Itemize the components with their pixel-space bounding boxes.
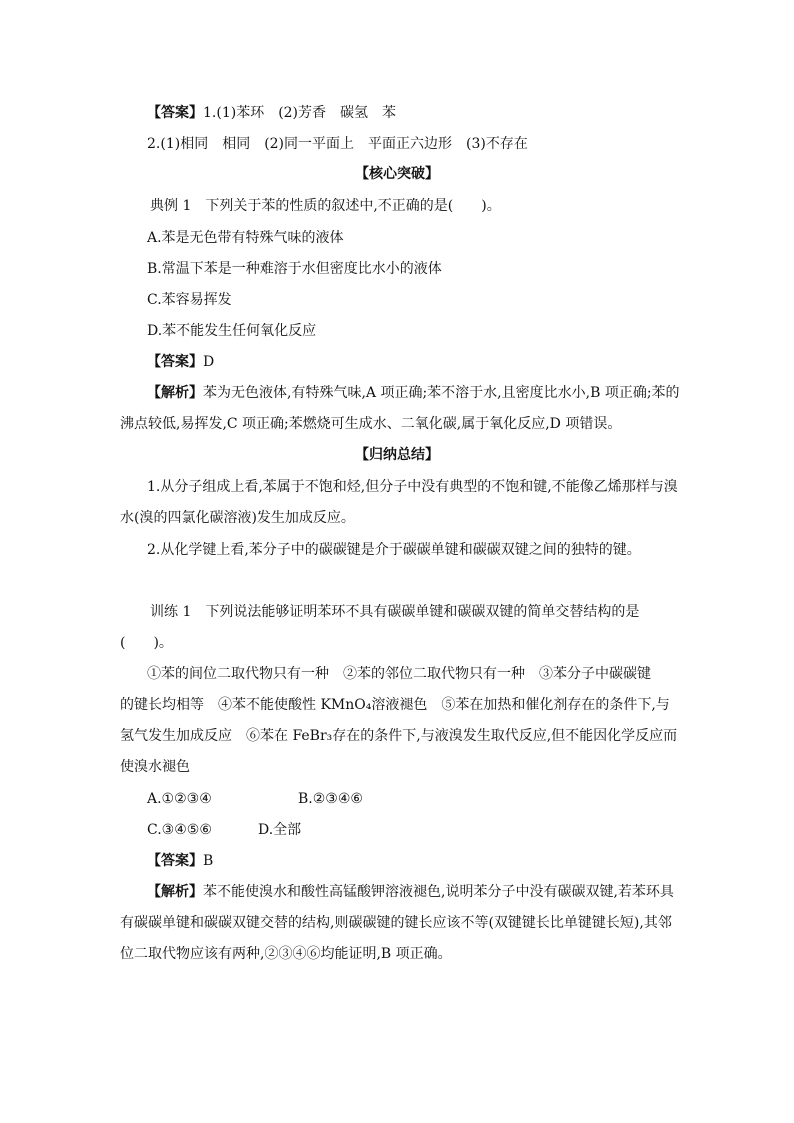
training-option-d: D.全部 bbox=[258, 822, 302, 838]
summary-p1-line-2: 水(溴的四氯化碳溶液)发生加成反应。 bbox=[120, 510, 355, 526]
training-option-c: C.③④⑤⑥ bbox=[147, 822, 212, 838]
training-option-a: A.①②③④ bbox=[147, 791, 212, 807]
example-analysis-label: 【解析】 bbox=[147, 385, 203, 401]
training-analysis-line-1 bbox=[147, 882, 674, 902]
example-option-c: C.苯容易挥发 bbox=[147, 292, 232, 308]
example-option-d: D.苯不能发生任何氧化反应 bbox=[147, 323, 317, 339]
example-analysis-line-2: 沸点较低,易挥发,C 项正确;苯燃烧可生成水、二氧化碳,属于氧化反应,D 项错误。 bbox=[120, 416, 622, 432]
answer-text: 1.(1)苯环 (2)芳香 碳氢 苯 bbox=[203, 105, 397, 121]
example-option-b: B.常温下苯是一种难溶于水但密度比水小的液体 bbox=[147, 261, 442, 277]
summary-p1-line-1: 1.从分子组成上看,苯属于不饱和烃,但分子中没有典型的不饱和键,不能像乙烯那样与溴 bbox=[147, 479, 678, 495]
training-items-line-2: 的键长均相等 ④苯不能使酸性 KMnO₄溶液褪色 ⑤苯在加热和催化剂存在的条件下,与 bbox=[120, 697, 670, 713]
training-answer-value: B bbox=[203, 853, 214, 869]
example-analysis-line-1 bbox=[147, 383, 680, 403]
example-answer-label: 【答案】 bbox=[147, 354, 203, 370]
section-heading-summary: 【归纳总结】 bbox=[355, 447, 439, 463]
training-stem-line-2: ( )。 bbox=[120, 635, 173, 651]
training-items-line-3: 氢气发生加成反应 ⑥苯在 FeBr₃存在的条件下,与液溴发生取代反应,但不能因化学反应而 bbox=[120, 728, 678, 744]
example-analysis-text: 苯为无色液体,有特殊气味,A 项正确;苯不溶于水,且密度比水小,B 项正确;苯的 bbox=[203, 385, 680, 401]
training-stem-line-1: 训练 1 下列说法能够证明苯环不具有碳碳单键和碳碳双键的简单交替结构的是 bbox=[150, 604, 640, 620]
training-answer bbox=[147, 851, 213, 871]
example-option-a: A.苯是无色带有特殊气味的液体 bbox=[147, 230, 344, 246]
training-answer-label: 【答案】 bbox=[147, 853, 203, 869]
training-analysis-line-3: 位二取代物应该有两种,②③④⑥均能证明,B 项正确。 bbox=[120, 946, 452, 962]
example-answer bbox=[147, 352, 214, 372]
example-answer-value: D bbox=[203, 354, 215, 370]
answer-line-2: 2.(1)相同 相同 (2)同一平面上 平面正六边形 (3)不存在 bbox=[147, 136, 528, 152]
answer-label: 【答案】 bbox=[147, 105, 203, 121]
training-analysis-text: 苯不能使溴水和酸性高锰酸钾溶液褪色,说明苯分子中没有碳碳双键,若苯环具 bbox=[203, 884, 674, 900]
summary-p2-line-1: 2.从化学键上看,苯分子中的碳碳键是介于碳碳单键和碳碳双键之间的独特的键。 bbox=[147, 542, 641, 558]
training-option-b: B.②③④⑥ bbox=[298, 791, 363, 807]
training-items-line-4: 使溴水褪色 bbox=[120, 759, 190, 775]
training-items-line-1: ①苯的间位二取代物只有一种 ②苯的邻位二取代物只有一种 ③苯分子中碳碳键 bbox=[147, 666, 651, 682]
training-analysis-label: 【解析】 bbox=[147, 884, 203, 900]
answer-line-1 bbox=[147, 103, 396, 123]
section-heading-core: 【核心突破】 bbox=[355, 166, 439, 182]
example-stem: 典例 1 下列关于苯的性质的叙述中,不正确的是( )。 bbox=[150, 198, 501, 214]
training-analysis-line-2: 有碳碳单键和碳碳双键交替的结构,则碳碳键的键长应该不等(双键键长比单键键长短),其邻 bbox=[120, 915, 672, 931]
